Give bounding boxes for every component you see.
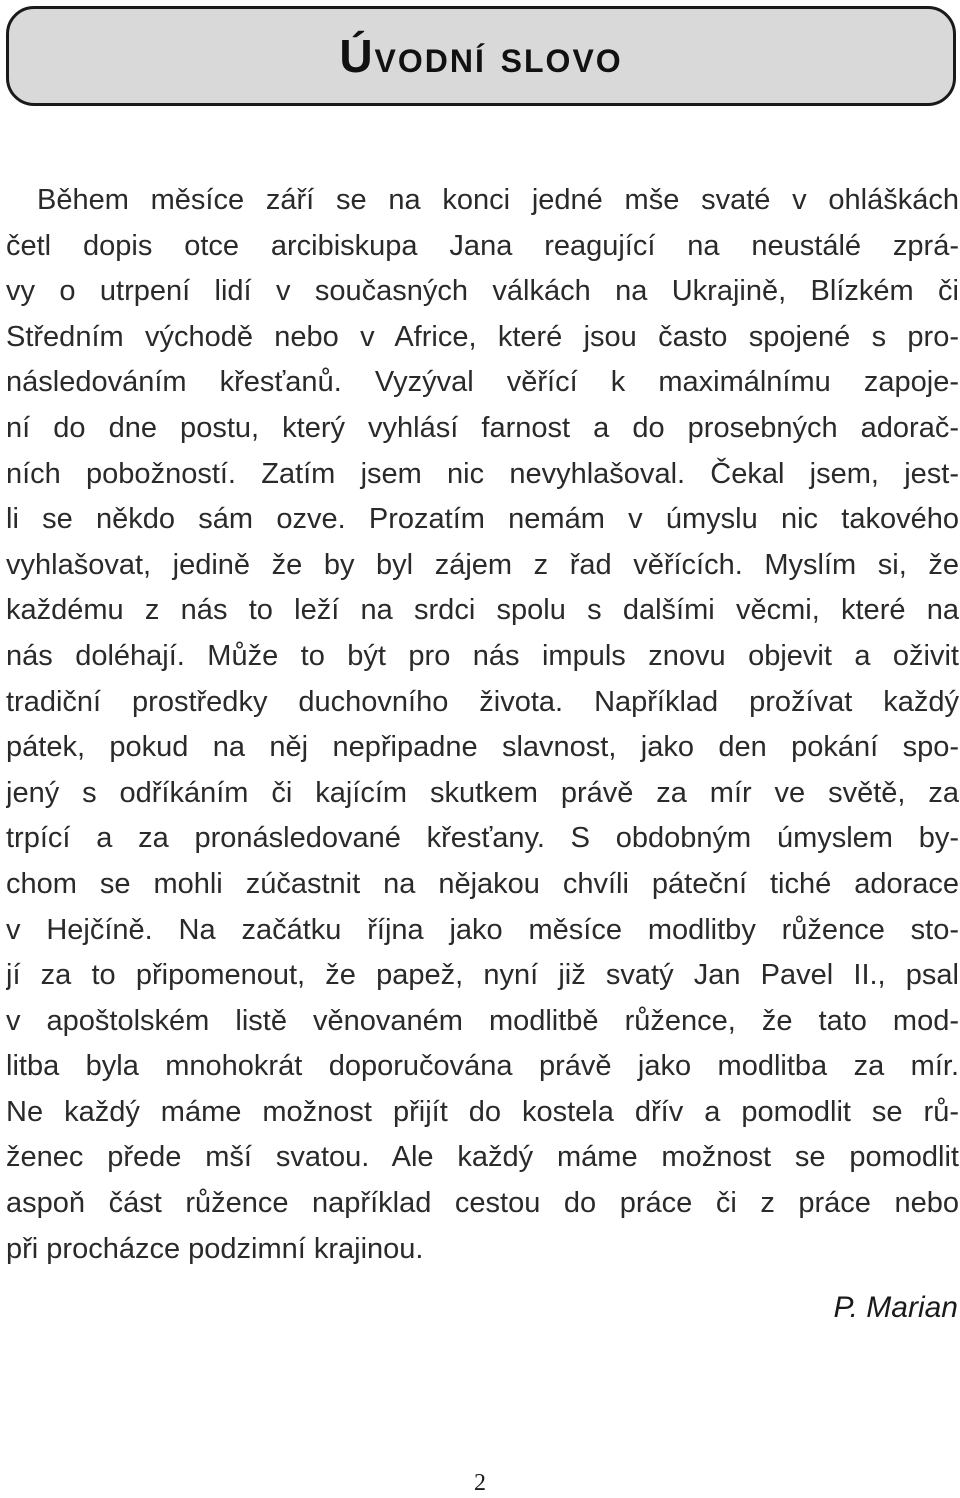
article-body bbox=[6, 178, 959, 1272]
body-line: při procházce podzimní krajinou. bbox=[6, 1232, 424, 1265]
body-line: pátek, pokud na něj nepřipadne slavnost, jako den pokání spo- bbox=[6, 731, 959, 764]
body-line: každému z nás to leží na srdci spolu s dalšími věcmi, které na bbox=[6, 594, 959, 627]
body-line: jený s odříkáním či kajícím skutkem právě za mír ve světě, za bbox=[6, 776, 959, 809]
body-line: litba byla mnohokrát doporučována právě jako modlitba za mír. bbox=[6, 1050, 959, 1083]
page-number: 2 bbox=[474, 1470, 486, 1496]
body-line: ní do dne postu, který vyhlásí farnost a do prosebných adorač- bbox=[6, 411, 959, 444]
body-line: vyhlašovat, jedině že by byl zájem z řad věřících. Myslím si, že bbox=[6, 548, 959, 581]
body-line: aspoň část růžence například cestou do práce či z práce nebo bbox=[6, 1187, 959, 1220]
body-line: vy o utrpení lidí v současných válkách na Ukrajině, Blízkém či bbox=[6, 275, 959, 308]
body-line: nás doléhají. Může to být pro nás impuls znovu objevit a oživit bbox=[6, 639, 959, 672]
body-line: v apoštolském listě věnovaném modlitbě růžence, že tato mod- bbox=[6, 1004, 959, 1037]
author-signature: P. Marian bbox=[833, 1291, 958, 1324]
body-line: tradiční prostředky duchovního života. Například prožívat každý bbox=[6, 685, 959, 718]
title-banner bbox=[6, 6, 956, 106]
body-line: Středním východě nebo v Africe, které jsou často spojené s pro- bbox=[6, 320, 959, 353]
body-line: jí za to připomenout, že papež, nyní již svatý Jan Pavel II., psal bbox=[6, 959, 959, 992]
body-line: četl dopis otce arcibiskupa Jana reagující na neustálé zprá- bbox=[6, 229, 959, 262]
body-line: ních pobožností. Zatím jsem nic nevyhlašoval. Čekal jsem, jest- bbox=[6, 457, 959, 490]
page-title: Úvodní slovo bbox=[339, 30, 623, 82]
body-line: Ne každý máme možnost přijít do kostela dřív a pomodlit se rů- bbox=[6, 1095, 959, 1128]
body-line: ženec přede mší svatou. Ale každý máme možnost se pomodlit bbox=[6, 1141, 959, 1174]
body-line: chom se mohli zúčastnit na nějakou chvíli páteční tiché adorace bbox=[6, 867, 959, 900]
body-line: li se někdo sám ozve. Prozatím nemám v úmyslu nic takového bbox=[6, 503, 959, 536]
body-line: trpící a za pronásledované křesťany. S obdobným úmyslem by- bbox=[6, 822, 959, 855]
body-line: v Hejčíně. Na začátku října jako měsíce modlitby růžence sto- bbox=[6, 913, 959, 946]
body-line: následováním křesťanů. Vyzýval věřící k maximálnímu zapoje- bbox=[6, 366, 959, 399]
body-line: Během měsíce září se na konci jedné mše svaté v ohláškách bbox=[37, 184, 959, 216]
